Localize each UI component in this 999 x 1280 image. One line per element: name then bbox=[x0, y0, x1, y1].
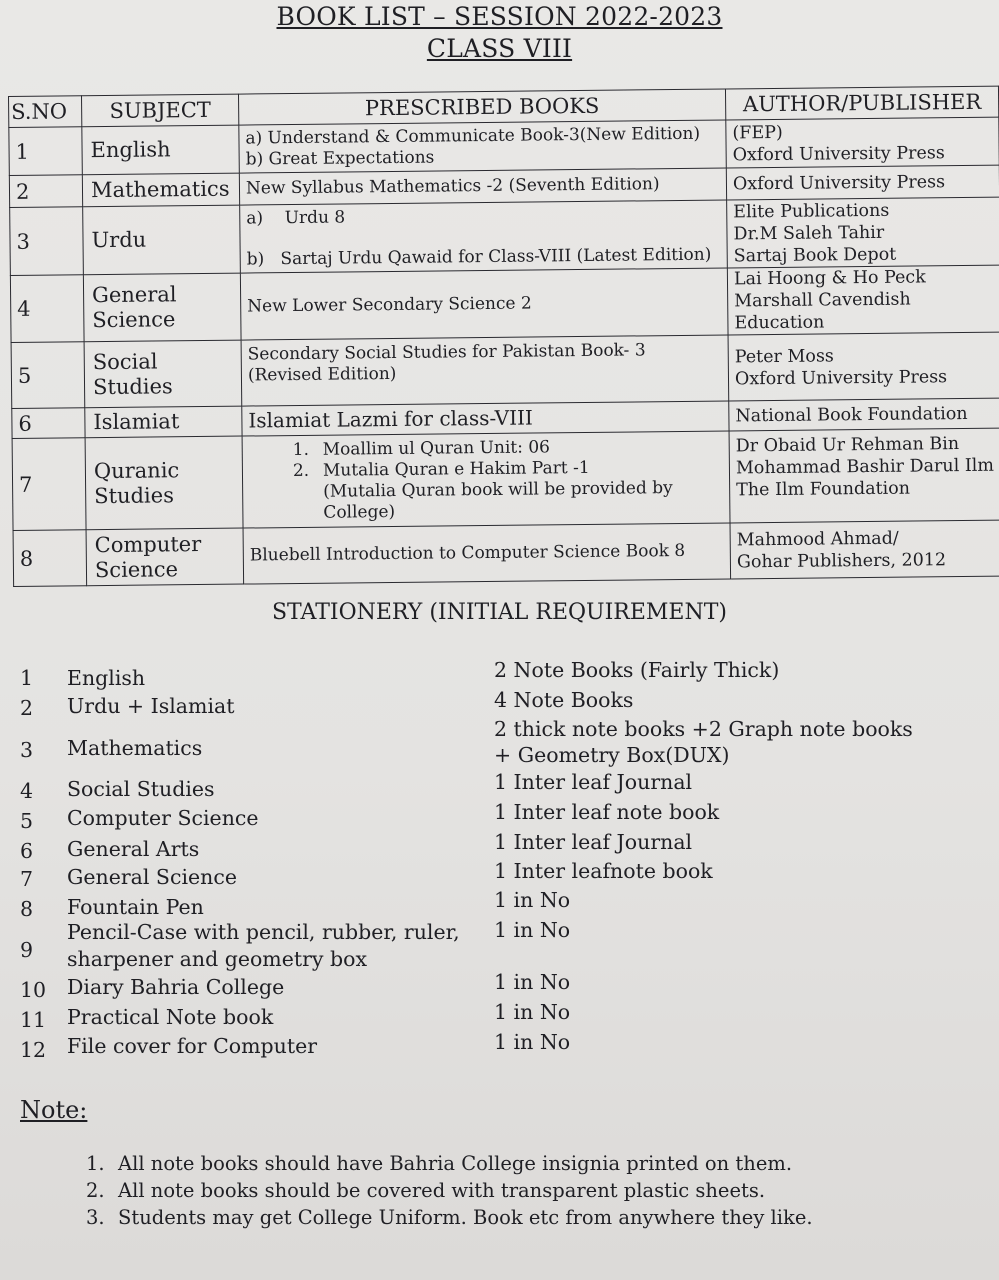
author-line: Sartaj Book Depot bbox=[733, 244, 897, 266]
header-subject: SUBJECT bbox=[82, 94, 239, 127]
note-list bbox=[86, 1150, 813, 1231]
author-line: Gohar Publishers, 2012 bbox=[736, 549, 947, 572]
stationery-quantity: 4 Note Books bbox=[494, 688, 634, 712]
book-line: New Lower Secondary Science 2 bbox=[247, 293, 532, 317]
table-row bbox=[12, 428, 999, 530]
author-line: Mohammad Bashir Darul Ilm bbox=[735, 455, 995, 479]
stationery-number: 12 bbox=[20, 1038, 47, 1062]
table-row bbox=[10, 197, 999, 275]
subject-line: Urdu bbox=[91, 227, 147, 253]
subject-line: Computer bbox=[94, 531, 202, 557]
subject-line: Studies bbox=[94, 482, 175, 508]
stationery-quantity: 1 Inter leafnote book bbox=[494, 859, 713, 883]
author-line: Dr.M Saleh Tahir bbox=[733, 222, 885, 244]
author-line: (FEP) bbox=[732, 122, 783, 143]
stationery-quantity: + Geometry Box(DUX) bbox=[494, 743, 730, 767]
row-sno: 8 bbox=[13, 530, 87, 587]
list-number: 1. bbox=[292, 439, 310, 460]
header-author: AUTHOR/PUBLISHER bbox=[725, 86, 998, 120]
subject-line: Science bbox=[92, 307, 176, 333]
row-author bbox=[727, 265, 999, 335]
note-text: All note books should have Bahria College insignia printed on them. bbox=[118, 1152, 793, 1175]
numbered-book-list bbox=[285, 435, 724, 524]
row-subject bbox=[84, 340, 242, 408]
row-subject bbox=[82, 173, 239, 207]
stationery-number: 10 bbox=[20, 978, 47, 1002]
author-line: Oxford University Press bbox=[734, 366, 948, 389]
stationery-number: 3 bbox=[20, 738, 34, 762]
row-books bbox=[239, 168, 726, 205]
note-heading: Note: bbox=[20, 1096, 88, 1124]
note-number: 3. bbox=[86, 1206, 105, 1229]
note-item bbox=[86, 1177, 813, 1204]
stationery-number: 8 bbox=[20, 897, 34, 921]
stationery-quantity: 1 Inter leaf Journal bbox=[494, 770, 693, 794]
row-subject bbox=[83, 205, 241, 275]
row-author bbox=[726, 165, 999, 200]
row-books bbox=[240, 200, 728, 273]
row-sno: 5 bbox=[11, 342, 85, 409]
row-sno: 1 bbox=[9, 127, 82, 176]
stationery-quantity: 2 Note Books (Fairly Thick) bbox=[494, 658, 780, 682]
author-line: Lai Hoong & Ho Peck bbox=[733, 267, 926, 290]
stationery-item: Practical Note book bbox=[67, 1005, 274, 1029]
subject-line: Studies bbox=[92, 373, 173, 399]
header-sno: S.NO bbox=[9, 96, 82, 128]
book-line: New Syllabus Mathematics -2 (Seventh Edition) bbox=[245, 174, 660, 199]
note-item bbox=[86, 1204, 813, 1231]
author-line: Dr Obaid Ur Rehman Bin bbox=[735, 434, 960, 457]
header-books: PRESCRIBED BOOKS bbox=[238, 89, 725, 125]
row-sno: 3 bbox=[10, 207, 84, 276]
stationery-quantity: 1 Inter leaf Journal bbox=[494, 830, 693, 854]
author-line: Elite Publications bbox=[733, 200, 890, 222]
book-line: a) Understand & Communicate Book-3(New Edition) bbox=[245, 123, 701, 149]
stationery-number: 5 bbox=[20, 809, 34, 833]
row-sno: 7 bbox=[12, 438, 86, 531]
stationery-item: Urdu + Islamiat bbox=[67, 694, 235, 718]
stationery-number: 7 bbox=[20, 867, 34, 891]
book-line: b) Sartaj Urdu Qawaid for Class-VIII (Latest Edition) bbox=[246, 244, 712, 270]
row-subject bbox=[82, 125, 239, 175]
row-author bbox=[729, 398, 999, 431]
book-text: Moallim ul Quran Unit: 06 bbox=[322, 436, 551, 460]
stationery-quantity: 1 in No bbox=[494, 888, 571, 912]
row-author bbox=[729, 428, 999, 523]
row-books bbox=[240, 268, 728, 340]
subject-line: Quranic bbox=[93, 457, 180, 483]
row-author bbox=[730, 520, 999, 579]
table-row bbox=[13, 520, 999, 586]
author-line: Marshall Cavendish bbox=[734, 289, 911, 312]
author-line: Peter Moss bbox=[734, 345, 834, 367]
stationery-item: Diary Bahria College bbox=[67, 975, 285, 999]
stationery-item: Computer Science bbox=[67, 806, 259, 830]
book-line: (Revised Edition) bbox=[247, 363, 397, 386]
book-text: College) bbox=[323, 501, 396, 523]
stationery-number: 1 bbox=[20, 666, 34, 690]
row-books bbox=[239, 120, 726, 173]
row-sno: 6 bbox=[12, 408, 85, 439]
stationery-item: Pencil-Case with pencil, rubber, ruler, bbox=[67, 920, 460, 944]
subject-line: Mathematics bbox=[90, 176, 230, 203]
book-line: a) Urdu 8 bbox=[246, 206, 346, 229]
row-subject bbox=[83, 273, 241, 342]
book-text: (Mutalia Quran book will be provided by bbox=[323, 477, 673, 502]
stationery-item: File cover for Computer bbox=[67, 1034, 318, 1058]
stationery-item: General Science bbox=[67, 865, 237, 889]
book-line: b) Great Expectations bbox=[245, 147, 435, 170]
stationery-number: 9 bbox=[20, 938, 34, 962]
stationery-item: General Arts bbox=[67, 837, 200, 861]
row-subject bbox=[85, 436, 243, 530]
document-title: BOOK LIST – SESSION 2022-2023 bbox=[276, 2, 723, 31]
stationery-item: Social Studies bbox=[67, 777, 215, 801]
author-line: Oxford University Press bbox=[732, 142, 945, 165]
stationery-title: STATIONERY (INITIAL REQUIREMENT) bbox=[271, 600, 728, 625]
stationery-item: English bbox=[67, 666, 146, 690]
row-sno: 2 bbox=[9, 175, 82, 208]
subject-line: General bbox=[91, 282, 177, 308]
row-subject bbox=[86, 528, 244, 586]
row-author bbox=[727, 197, 999, 268]
table-row bbox=[11, 332, 999, 408]
note-number: 1. bbox=[86, 1152, 105, 1175]
author-line: Oxford University Press bbox=[732, 171, 946, 194]
note-text: All note books should be covered with transparent plastic sheets. bbox=[118, 1179, 766, 1202]
book-list-table bbox=[8, 86, 999, 587]
row-subject bbox=[85, 406, 242, 438]
list-number: 2. bbox=[292, 460, 310, 481]
row-author bbox=[728, 332, 999, 401]
stationery-quantity: 1 in No bbox=[494, 918, 571, 942]
stationery-item: sharpener and geometry box bbox=[67, 947, 368, 971]
book-line: Islamiat Lazmi for class-VIII bbox=[248, 405, 534, 433]
author-line: Education bbox=[734, 312, 825, 334]
stationery-quantity: 1 in No bbox=[494, 1030, 571, 1054]
stationery-quantity: 1 Inter leaf note book bbox=[494, 800, 720, 824]
stationery-quantity: 2 thick note books +2 Graph note books bbox=[494, 717, 913, 741]
stationery-item: Mathematics bbox=[67, 736, 203, 760]
stationery-number: 11 bbox=[20, 1008, 47, 1032]
row-books bbox=[241, 335, 729, 406]
subject-line: Islamiat bbox=[93, 409, 180, 435]
note-item bbox=[86, 1150, 813, 1177]
book-line: Secondary Social Studies for Pakistan Book- 3 bbox=[247, 340, 646, 365]
author-line: The Ilm Foundation bbox=[736, 478, 911, 501]
book-line: Bluebell Introduction to Computer Science Book 8 bbox=[249, 540, 686, 566]
table-row bbox=[10, 265, 999, 342]
class-title: CLASS VIII bbox=[426, 34, 573, 63]
row-author bbox=[726, 117, 999, 168]
stationery-number: 4 bbox=[20, 779, 34, 803]
stationery-quantity: 1 in No bbox=[494, 1000, 571, 1024]
stationery-number: 6 bbox=[20, 839, 34, 863]
subject-line: Social bbox=[92, 348, 158, 374]
book-text: Mutalia Quran e Hakim Part -1 bbox=[322, 457, 590, 481]
author-line: Mahmood Ahmad/ bbox=[736, 528, 899, 550]
row-sno: 4 bbox=[10, 275, 84, 343]
stationery-quantity: 1 in No bbox=[494, 970, 571, 994]
note-text: Students may get College Uniform. Book etc from anywhere they like. bbox=[118, 1206, 813, 1229]
book-line bbox=[323, 498, 723, 523]
author-line: National Book Foundation bbox=[735, 403, 968, 426]
row-books bbox=[242, 431, 730, 528]
subject-line: Science bbox=[94, 556, 179, 582]
row-books bbox=[243, 523, 731, 584]
stationery-item: Fountain Pen bbox=[67, 895, 204, 919]
subject-line: English bbox=[90, 137, 171, 163]
stationery-number: 2 bbox=[20, 696, 34, 720]
note-number: 2. bbox=[86, 1179, 105, 1202]
